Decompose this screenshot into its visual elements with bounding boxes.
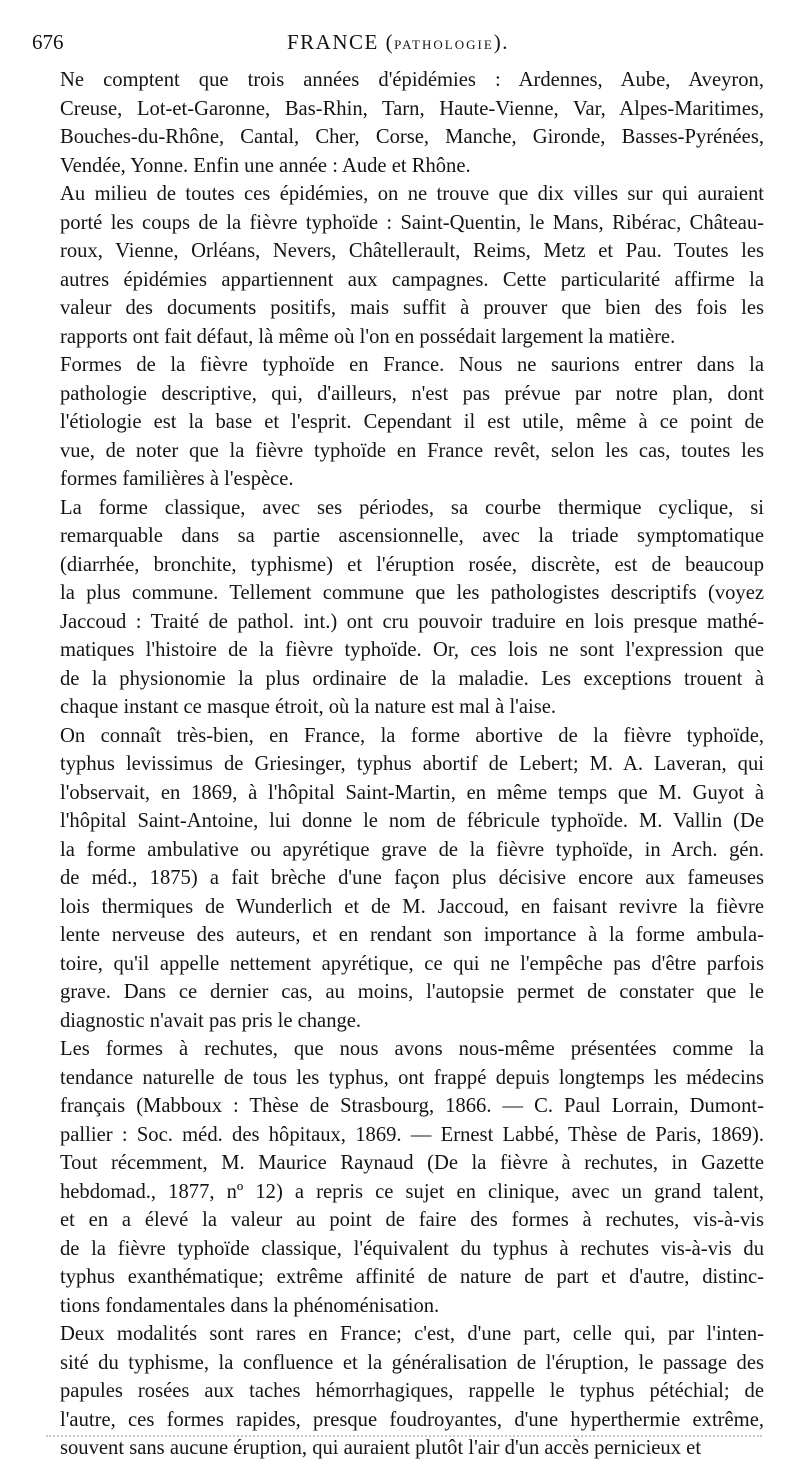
- text-line: valeur des documents positifs, mais suffit à prouver que bien des fois les: [60, 297, 764, 319]
- paragraph: [34, 1320, 764, 1463]
- paragraph: [34, 180, 764, 351]
- text-line: lois thermiques de Wunderlich et de M. Jaccoud, en faisant revivre la fièvre: [60, 895, 764, 918]
- page-header: [30, 30, 766, 56]
- text-line: toire, qu'il appelle nettement apyrétique, ce qui ne l'empêche pas d'être parfois: [60, 952, 764, 975]
- bottom-bleed-line: [46, 1435, 762, 1437]
- body-text: [34, 66, 764, 1463]
- text-line: diagnostic n'avait pas pris le change.: [60, 1009, 362, 1032]
- text-line: (diarrhée, bronchite, typhisme) et l'éruption rosée, discrète, est de beaucoup: [60, 553, 764, 576]
- paragraph: [34, 66, 764, 180]
- text-line: l'observait, en 1869, à l'hôpital Saint-Martin, en même temps que M. Guyot à: [60, 781, 764, 804]
- running-head: FRANCE (PATHOLOGIE).: [286, 30, 510, 54]
- text-line: autres épidémies appartiennent aux campagnes. Cette particularité affirme la: [60, 268, 764, 291]
- text-line: remarquable dans sa partie ascensionnelle, avec la triade symptomatique: [60, 525, 764, 547]
- text-line: pathologie descriptive, qui, d'ailleurs, n'est pas prévue par notre plan, dont: [60, 382, 764, 405]
- text-line: papules rosées aux taches hémorrhagiques, rappelle le typhus pétéchial; de: [60, 1380, 764, 1402]
- text-line: l'hôpital Saint-Antoine, lui donne le nom de fébricule typhoïde. M. Vallin (De: [60, 810, 764, 832]
- text-line: Ne comptent que trois années d'épidémies : Ardennes, Aube, Aveyron,: [60, 69, 764, 91]
- paragraph: [34, 494, 764, 722]
- text-line: Jaccoud : Traité de pathol. int.) ont cru pouvoir traduire en lois presque mathé-: [60, 610, 764, 633]
- paragraph: [34, 722, 764, 1036]
- text-line: rapports ont fait défaut, là même où l'on en possédait largement la matière.: [60, 325, 676, 348]
- text-line: grave. Dans ce dernier cas, au moins, l'autopsie permet de constater que le: [60, 981, 764, 1003]
- text-line: Bouches-du-Rhône, Cantal, Cher, Corse, Manche, Gironde, Basses-Pyrénées,: [60, 126, 764, 148]
- paragraph: [34, 351, 764, 494]
- text-line: roux, Vienne, Orléans, Nevers, Châtellerault, Reims, Metz et Pau. Toutes les: [60, 240, 764, 262]
- text-line: sité du typhisme, la confluence et la généralisation de l'éruption, le passage des: [60, 1351, 764, 1374]
- text-line: Creuse, Lot-et-Garonne, Bas-Rhin, Tarn, Haute-Vienne, Var, Alpes-Maritimes,: [60, 97, 764, 120]
- text-line: typhus levissimus de Griesinger, typhus abortif de Lebert; M. A. Laveran, qui: [60, 753, 764, 775]
- page-number: 676: [32, 30, 64, 54]
- text-line: tions fondamentales dans la phénoménisation.: [60, 1294, 440, 1317]
- text-line: Tout récemment, M. Maurice Raynaud (De la fièvre à rechutes, in Gazette: [60, 1152, 764, 1174]
- text-line: souvent sans aucune éruption, qui auraient plutôt l'air d'un accès pernicieux et: [60, 1437, 702, 1459]
- text-line: lente nerveuse des auteurs, et en rendant son importance à la forme ambula-: [60, 924, 764, 946]
- text-line: Formes de la fièvre typhoïde en France. Nous ne saurions entrer dans la: [60, 354, 764, 376]
- text-line: de méd., 1875) a fait brèche d'une façon plus décisive encore aux fameuses: [60, 867, 764, 889]
- paragraph: [34, 1035, 764, 1320]
- text-line: hebdomad., 1877, nº 12) a repris ce sujet en clinique, avec un grand talent,: [60, 1180, 764, 1203]
- text-line: La forme classique, avec ses périodes, sa courbe thermique cyclique, si: [60, 496, 764, 519]
- text-line: Au milieu de toutes ces épidémies, on ne trouve que dix villes sur qui auraient: [60, 183, 764, 205]
- text-line: Deux modalités sont rares en France; c'est, d'une part, celle qui, par l'inten-: [60, 1323, 764, 1345]
- text-line: chaque instant ce masque étroit, où la nature est mal à l'aise.: [60, 696, 557, 718]
- text-line: pallier : Soc. méd. des hôpitaux, 1869. — Ernest Labbé, Thèse de Paris, 1869).: [60, 1123, 764, 1146]
- text-line: On connaît très-bien, en France, la forme abortive de la fièvre typhoïde,: [60, 724, 764, 747]
- running-head-title: FRANCE: [286, 30, 379, 54]
- text-line: et en a élevé la valeur au point de faire des formes à rechutes, vis-à-vis: [60, 1209, 764, 1231]
- text-line: la plus commune. Tellement commune que les pathologistes descriptifs (voyez: [60, 582, 764, 604]
- text-line: formes familières à l'espèce.: [60, 468, 294, 490]
- text-line: tendance naturelle de tous les typhus, ont frappé depuis longtemps les médecins: [60, 1066, 764, 1089]
- text-line: typhus exanthématique; extrême affinité de nature de part et d'autre, distinc-: [60, 1266, 764, 1288]
- text-line: matiques l'histoire de la fièvre typhoïde. Or, ces lois ne sont l'expression que: [60, 639, 764, 661]
- text-line: la forme ambulative ou apyrétique grave de la fièvre typhoïde, in Arch. gén.: [60, 838, 764, 861]
- text-line: de la physionomie la plus ordinaire de la maladie. Les exceptions trouent à: [60, 667, 764, 690]
- text-line: Vendée, Yonne. Enfin une année : Aude et Rhône.: [60, 154, 471, 177]
- text-line: Les formes à rechutes, que nous avons nous-même présentées comme la: [60, 1038, 764, 1060]
- text-line: vue, de noter que la fièvre typhoïde en France revêt, selon les cas, toutes les: [60, 439, 764, 462]
- text-line: français (Mabboux : Thèse de Strasbourg, 1866. — C. Paul Lorrain, Dumont-: [60, 1095, 764, 1117]
- text-line: l'autre, ces formes rapides, presque foudroyantes, d'une hyperthermie extrême,: [60, 1408, 764, 1431]
- text-line: porté les coups de la fièvre typhoïde : Saint-Quentin, le Mans, Ribérac, Château-: [60, 211, 764, 234]
- running-head-subtitle: PATHOLOGIE: [394, 37, 494, 52]
- text-line: de la fièvre typhoïde classique, l'équivalent du typhus à rechutes vis-à-vis du: [60, 1237, 764, 1260]
- text-line: l'étiologie est la base et l'esprit. Cependant il est utile, même à ce point de: [60, 411, 764, 433]
